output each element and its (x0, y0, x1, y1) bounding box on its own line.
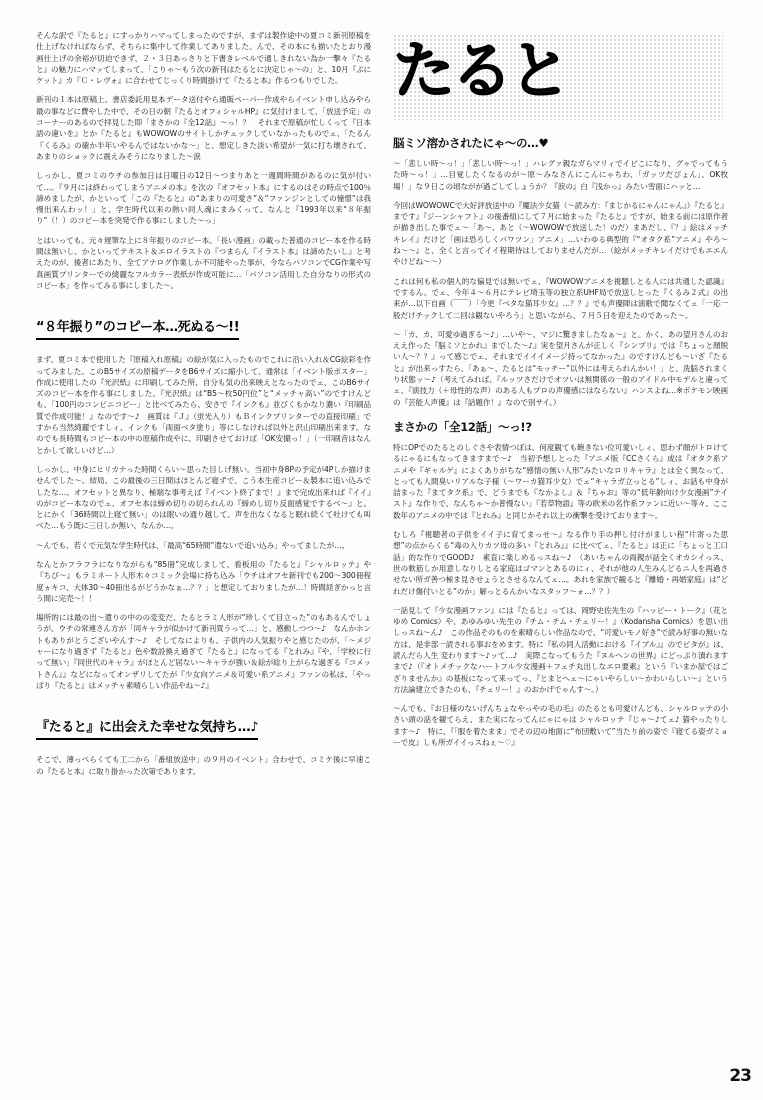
right-column (393, 30, 728, 1050)
body-paragraph: 特にOPでのたるとのしぐさや表情つぼは、何度観ても飽きない位可愛いしィ、思わず顔がトロけてるにゃるにもなってきますまで～♪ 当初予想しとった『アニメ版『CCさくら』或は『オタク系アニメや『ギャルゲ』によくありがちな“感情の無い人形”みたいなロリキャラ』とは全く異なって、とっても人間臭いリアルな子様（～ワーカ猫耳少女）でェ“キャラガ立っとる”しィ、お話も中身が詰まった『まてタク系』で、どうまでも『なかよし』＆『ちゃお』等の“低年齢向け少女漫画”テイスト』な作りで、なんちゃ～か普慢ない」『若草物語』等の欧米の名作系ファンに近い～等々、ここ数年のアニメの中では『とれみ』と同じかそれ以上の衝撃を受けております～。 (393, 442, 728, 520)
body-paragraph: これは何も私の個人的な偏見では無いでェ、『WOWOWアニメを視聴しとる人には共通した認識』でするん。でェ、今年４～６月にテレビ埼玉等の独立系UHF局で放送しとった『くるみ２式』の出来が…以下自画（￣￣）「今更『ベタな猫耳少女』…？？』でも声優陣は演歌で聞なくてェ「一応一般だけチックして二回は観ないやろう」と思いながら、７月５日を迎えたのであった～。 (393, 276, 728, 320)
section-heading-happy: 『たると』に出会えた幸せな気持ち…♪ (36, 709, 371, 747)
body-paragraph: むしろ『視聴者の子供をイイ子に育てまっせ～』なる作り手の押し付けがましい程“片寄った思想”の点からくる“毒の入りカツ母の多い『とれみ』』に比べてェ、『たると』は正に「ちょっと工口話」的な作りでGOOD♪ 素直に楽しめるっスね～♪ （あいちゃんの両親が話全くオカシイっス、世の軟筋しか用意しなりしとる家庭はゴマンとあるのにィ、それが他の人生みんどるニ人を再過させない所ガ善つ極ま見させょうとさせるなんてェ…。あれを家族で観ると『離婚・再婚家庭』は“どれだけ傷付いとる”のか」解っとるんかいなスタッフ～ォ…？？） (393, 530, 728, 596)
page-number: 23 (729, 1066, 751, 1086)
body-paragraph: 場所的には最の出～遣りの中のの変変だ、たるとラミ人形が“珍しくて目立った”のもあるんでしょうが、ウチの常連さん方が「同キャラが似かけて新刊買うって…」と、感動しつつ～♪ なんかホントもありがとうございやんす～♪ そしてなによりも、子供内の人気振りやと感じたのが、「～メジャーになり過ぎず『たると』色や数設換え過ぎて『たると』になってる『とれみ』『や、「学校に行って無い」『同世代のキャラ』がほとんど居ない～キャラが強い＆絵が総り上がらな過ぎる『コメットさん』』などになってオンザリしてたが『少女向アニメ＆可愛い系アニメ』ファンの私は、「やっぱり『たると』はメッチャ素晴らしい作品やね～♪』 (36, 613, 371, 690)
body-paragraph: しっかし、夏コミのウチの参加日は日曜日の12日～つまりあと一週間時間があるのに気が付いて…。『９月には終わってしまうアニメの本』を次の『オフセット本』にするのはその時点で100％諦めましたが、かといって「この『たると』の“あまりの可愛さ”＆“ファンジンとしての憧憬”は我慢出来んわッ！」と、学生時代以来の熱い同人魂にまみくって、なんと『1993年以来“８年振り”（！）のコピー本を突発で作る事にしました～っ」 (36, 171, 371, 226)
body-paragraph: なんとかフラフラになりながらも“85冊”完成しまして、看板用の『たると』『シャルロッテ』や『ちび～』もラミネート人形木々コミック会場に持ち込み「ウチはオフセ新刊でも200～300冊程度ヵキコ、大体30～40冊出るがどうかなぁ…？？」と想定しておりましたが…！時間経ぎかっと言う間に完売～！！ (36, 559, 371, 603)
body-paragraph: そこで、薄っぺらくても工二から「番組放送中」の９月のイベント」合わせで、コミケ後に早速この『たると本』に取り掛かった次第であります。 (36, 755, 371, 776)
section-heading-copybook: “８年振り”のコピー本…死ぬる～!! (36, 309, 371, 347)
body-paragraph: そんな訳で『たると』にすっかりハマってしまったのですが、まずは製作途中の夏コミ新刊原稿を仕上げなければならず、そちらに集中して作業してありました。んで、その本にも描いたとおり漫画仕上げの余裕が切迫できず、２・３日あっさりと下書きレベルで通しきれない為か一撃々『たると』の魅力にハマッてしまって、「こりゃ～もう次の新刊はたるとに決定じゃ～の」と、10月『ぷにケット』カ『Ｃ・レヴォ』に合わせてじっくり時間掛けて『たると本』作るつもりでした。 (36, 31, 371, 86)
body-paragraph: とはいっても、元々遅筆な上に８年振りのコピー本、「長い漫画」の載った普通のコピー本を作る時間は無いし、かといってテキスト＆エロイラストの『つまらん『イラスト本』は諦めたいし』と考えたのが、後者にあたり、全てアナログ作業しか不可能やった事が、今ならパソコンでCG作業や写真画質プリンターでの綺麗なフルカラー表紙が作成可能に…「パソコン活用した自分なりの形式のコピー本」を作ってみる事にしました～。 (36, 235, 371, 290)
body-paragraph: 新刊の１本は原稿上、書店委託用見本データ送付やら通販ペーパー作成やらイベント申し込みやら最の事などに費やした中で、その日の朝『たるとオフィシャルHP』に気付けまして、「放送予定」のコーナーのあるので拝見した即「まさかの『全12話』～っ！？ それまで原稿が忙しくって『日本語の違いを』とか『たると』もWOWOWのサイトしかチェックしていなかったものでェ、「たるん『くるみ』の確か半年いやるんではないかな～」と、想定しきた淡い希望が一気に打ち壊されて、あまりのショックに震えみそうになりました～涙 (36, 95, 371, 161)
body-paragraph: しっかし、中身にヒリカナった時間くらい～思った目しげ無い。当初中身8Pの予定が4Pしか描けませんでした～。結局、この最後の三日間はほとんど寝ずで、こう本生産コピー＆製本に追い込みでしたな…。オフセットと異なり、極端な事考えば『イベント終了まで！』まで完成出来れば『イイ』のがコピー本なのでェ、オフセ本は締め切りの切られんの『締めし切り反面感覚でするべ～』と。とにかく「36時間以上寝て無い」のは眠いの通り越して、声を出なくなると眠れ続くて吐けても叫べた…もう既に三日しか無い、なんか…。 (36, 464, 371, 531)
left-column (36, 30, 371, 1050)
body-paragraph: 一話見して『少女漫画ファン』には『たると』っては、岡野史佐先生の『ハッピー・トーク』（花とゆめ Comics）や、あゆみゆい先生の『チム・チム・チェリー！』（Kodansha Comics）を思い出しっスね～ん♪ この作品そのものを素晴らしい作品なので、“可愛いモノ好き”で読み好事の無いな方は、是非部一読される事おをめます。特に『私の同人活動における『イブル』』のでピタが』は、読んだら人生 変わります～♪ッて…♪ 実際こなってもうた『ヌルヘンの世界』にどっぷり漬れますまで♪（『オトメチックなハートフル少女漫画＋フェチ丸出しなエロ要素』という『いまか屋ではござりませんか』の基板になって来ってっ、『とまとへェ～にゃいやらしい～かわいらしい～』という方法論建立できたのも、『チェリー！』のおかげでゃんす～。） (393, 605, 728, 694)
title-logo (393, 30, 728, 130)
body-paragraph: まず、夏コミ本で使用した『原稿入れ原稿』の絵が気に入ったものでこれに沿い入れ＆CG絵彩を作ってみました。このB5サイズの原稿データをB6サイズに縮小して、通常は「イベント版ポスター」作成に使用したの『光沢紙』に印刷してみた所、自分も気の出来映えとなったのでェ、このB6サイズのコピー本を作る事にしました。『光沢紙』は“B5～枚50円位”と“メッチャ高い”のですけんども、「100円のコンビニコピー」と比べてみたら、安さで『インクも』並びくもかなり濃い『印刷品質で作成可能！』なのです～♪ 画質は『Ｊ』（蛍光入り）もＢインクプリンターでの直接印刷」ですから当然綺麗ですしィ、インクも「両面ベタ塗り」等にしなければ以外と沢山印刷出来ます。なのでも長時間もコピー本の中の原稿作成やに、印刷させておけば「OK安撮っ！」（一印刷音はなんとかして欲しいけど…） (36, 355, 371, 455)
body-paragraph: 今回はWOWOWCで大好評放送中の『魔法少女猫（～読み方：『まじかるにゃんにゃん』）『たると』まです』『ジーンシャフト』の後番組にして７月に始まった『たると』ですが、始まる前には原作者が描き出した事でェ～「あ～、あと（～WOWOWで放送した！のだ）まあだし、『？』絵はメッチキレイ』だけど「画は恐ろしくパワツン」アニメ」…いわゆる典型的『“オタク系”アニメ』やろ～ね～～』と、全くと言ってイイ程期待はしておりませんだが…（絵がメッチキレイだけでもエエんやけどね～～） (393, 200, 728, 267)
body-paragraph: ～んでも、『お日様のないげんちょなやっやの毛の毛』のたるとも可愛けんども、シャルロッテの小さい頭の話を観てらえ、また実になってんにゃにゃは シャルロッテ『じゃ～♪てェ♪ 猫やったりします～♪ 特に、『「服を着たまま」でその辺の地面に“布団敷いて”当たり前の姿で『寝てる姿ガミョーで皮』しも所ガイイっスねぇ～♡』 (393, 704, 728, 748)
body-paragraph: ～んでも、若くで元気な学生時代は、「最高“65時間”遣ないで追い込み」やってましたが…。 (36, 540, 350, 550)
body-paragraph: ～「カ、カ、可愛ゆ過ぎる～♪」…いや～、マジに驚きましたなぁ～』と。かく、あの望月さんのおええ作った『脳ミソとかれ』までした～♪』実を望月さんが正しく『シンプリ』では『ちょっと顔脱い人～？？』って感じでェ、それまでイイイメージ持ってなかった』のですけんども～いざ『たると』が出来っすたら、「あぁ～、たるとは“モッチー”以外には考えられんかい！」と、洗脳されまくり状態ッ～♪（考えてみれば、『ルッツさだけでオツいは無関係の一般のアイドル中モデルと違ってェ、『演技力（＋母性的な声）のある人もプロの声優感にはならない』ハンスよね…※ポケモン映画の『芸能人声優』は『話題作！』なので別サイ。） (393, 329, 728, 407)
body-paragraph: ～「悲しい時～っ！」「悲しい時～っ！」ハレグァ親なガらマリィでイビこになり、グゥでってもうた時～っ！」…目覚したくなるのが～原～みなさんにこんにゃちわ、「ガッツだぴょん」、OK牧場！」な９日この頃ながが過ごしてしょうか？『涙の』白『浅かっ』みたい雪面にハッと… (393, 159, 728, 191)
heading-12-episodes: まさかの「全12話」～っ!? (393, 419, 532, 434)
two-column-layout (36, 30, 728, 1050)
heading-brain-melt: 脳ミソ溶かされたにゃ～の…♥ (393, 136, 549, 150)
title-logo-text: たると (393, 34, 568, 107)
